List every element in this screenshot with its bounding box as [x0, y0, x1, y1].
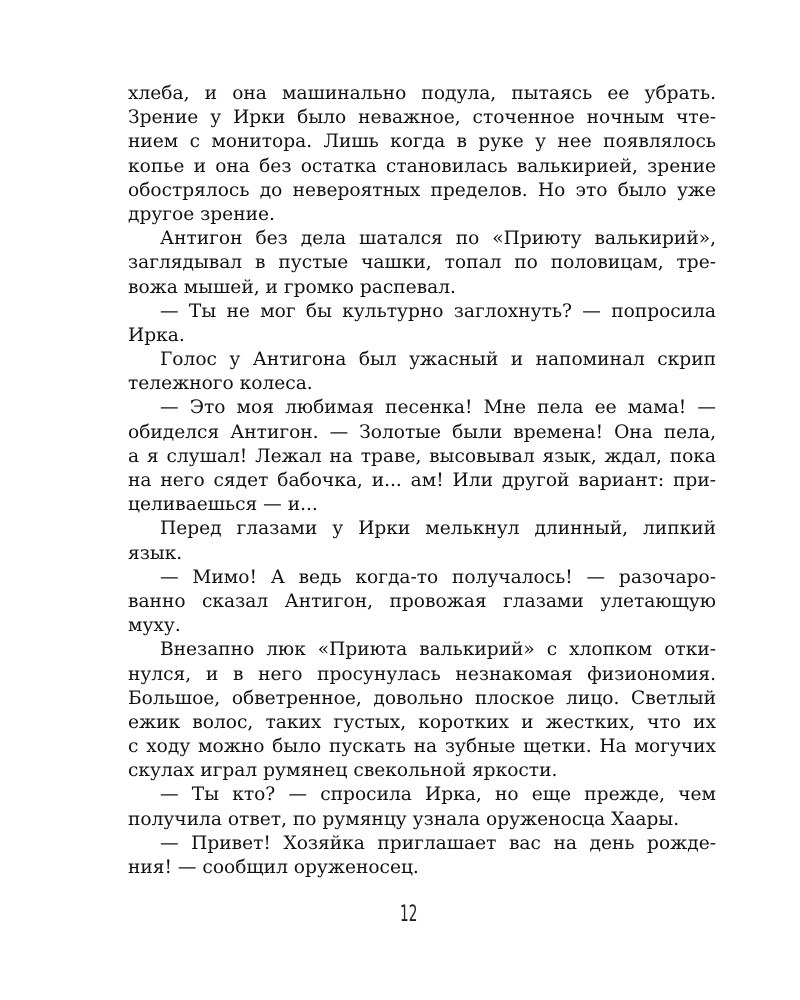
text-line: хлеба, и она машинально подула, пытаясь ее убрать. [128, 83, 716, 104]
text-line: на него сядет бабочка, и... ам! Или другой вариант: при- [128, 470, 716, 491]
text-line: муху. [128, 615, 181, 637]
text-line: получила ответ, по румянцу узнала оруженосца Хаары. [128, 808, 680, 830]
text-line: Ирка. [128, 324, 185, 346]
page-number: 12 [400, 902, 418, 927]
text-line: ежик волос, таких густых, коротких и жестких, что их [128, 711, 716, 733]
text-line: Перед глазами у Ирки мелькнул длинный, липкий [160, 518, 716, 540]
text-line: вожа мышей, и громко распевал. [128, 276, 456, 298]
text-line: нием с монитора. Лишь когда в руке у нее появлялось [128, 131, 716, 153]
text-line: копье и она без остатка становилась валькирией, зрение [128, 155, 716, 177]
text-line: обиделся Антигон. — Золотые были времена! Она пела, [128, 421, 716, 443]
page-body-text [128, 82, 716, 880]
text-line: Голос у Антигона был ужасный и напоминал скрип [160, 349, 716, 371]
text-line: нулся, и в него просунулась незнакомая физиономия. [128, 663, 716, 685]
text-line: скулах играл румянец свекольной яркости. [128, 760, 558, 782]
text-line: а я слушал! Лежал на траве, высовывал язык, ждал, пока [128, 445, 716, 467]
text-line: заглядывал в пустые чашки, топал по половицам, тре- [128, 252, 716, 274]
text-line: целиваешься — и... [128, 494, 318, 516]
text-line: ния! — сообщил оруженосец. [128, 857, 419, 878]
text-line: Большое, обветренное, довольно плоское лицо. Светлый [128, 687, 716, 709]
text-line: Внезапно люк «Приюта валькирий» с хлопком отки- [160, 639, 716, 661]
text-line: — Ты кто? — спросила Ирка, но еще прежде, чем [160, 784, 716, 806]
text-line: Зрение у Ирки было неважное, сточенное ночным чте- [128, 107, 716, 129]
text-line: Антигон без дела шатался по «Приюту валькирий», [160, 228, 716, 250]
text-line: язык. [128, 542, 183, 564]
text-line: тележного колеса. [128, 373, 313, 395]
text-line: ванно сказал Антигон, провожая глазами улетающую [128, 590, 716, 612]
text-line: — Ты не мог бы культурно заглохнуть? — попросила [160, 300, 716, 322]
text-line: — Это моя любимая песенка! Мне пела ее мама! — [160, 397, 716, 419]
text-line: другое зрение. [128, 203, 275, 225]
text-line: — Привет! Хозяйка приглашает вас на день рожде- [160, 832, 716, 854]
text-line: с ходу можно было пускать на зубные щетки. На могучих [128, 736, 716, 758]
text-line: обострялось до невероятных пределов. Но это было уже [128, 179, 716, 201]
text-line: — Мимо! А ведь когда-то получалось! — разочаро- [160, 566, 716, 588]
